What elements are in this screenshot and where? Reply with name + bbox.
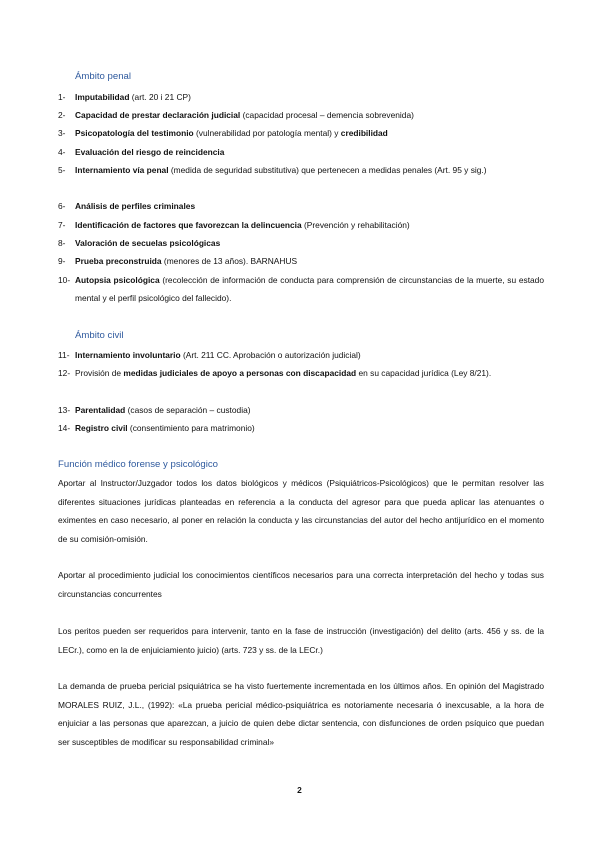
heading-funcion-medico-forense: Función médico forense y psicológico <box>58 459 218 470</box>
paragraph: Aportar al procedimiento judicial los conocimientos científicos necesarios para una correcta interpretación del hecho y todas sus circunstancias concurrentes <box>58 570 544 599</box>
heading-ambito-penal: Ámbito penal <box>75 71 131 82</box>
page-number: 2 <box>297 785 302 795</box>
paragraph: La demanda de prueba pericial psiquiátrica se ha visto fuertemente incrementada en los últimos años. En opinión del Magistrado MORALES RUIZ, J.L., (1992): «La prueba pericial médico-psiquiátrica es notoriamente necesaria ó inexcusable, a la hora de enjuiciar a las personas que aparezcan, a juicio de quien debe dictar sentencia, con disfunciones de orden psíquico que puedan ser susceptibles de modificar su responsabilidad criminal» <box>58 681 544 747</box>
paragraph: Aportar al Instructor/Juzgador todos los datos biológicos y médicos (Psiquiátricos-Psicológicos) que le permitan resolver las diferentes situaciones jurídicas planteadas en referencia a la conducta del agresor para que pueda aplicar las atenuantes o eximentes en caso necesario, al poner en relación la conducta y las circunstancias del autor del hecho antijurídico en el momento de su comisión-omisión. <box>58 478 544 544</box>
paragraph: Los peritos pueden ser requeridos para intervenir, tanto en la fase de instrucción (investigación) del delito (arts. 456 y ss. de la LECr.), como en la de enjuiciamiento juicio) (arts. 723 y ss. de la LECr.) <box>58 626 544 655</box>
document-page: Ámbito penal 1- Imputabilidad (art. 20 i 21 CP) 2- Capacidad de prestar declaración judicial (capacidad procesal – demencia sobrevenida) 3- Psicopatología del testimonio (vulnerabilidad por patología mental) y credibilidad 4- Evaluación del riesgo de reincidencia 5- Internamiento vía penal (medida de seguridad substitutiva) que pertenecen a medidas penales (Art. 95 y sig.) 6- Análisis de perfiles criminales 7- Identificación de factores que favorezcan la delincuencia (Prevención y rehabilitación) 8- Valoración de secuelas psicológicas 9- Prueba preconstruida (menores de 13 años). BARNAHUS 10- Autopsia psicológica (recolección de información de conducta para comprensión de circunstancias de la muerte, su estado mental y el perfil psicológico del fallecido). Ámbito civil 11- Internamiento involuntario (Art. 211 CC. Aprobación o autorización judicial) 12- Provisión de medidas judiciales de apoyo a personas con discapacidad en su capacidad jurídica (Ley 8/21). 13- Parentalidad (casos de separación – custodia) 14- Registro civil (consentimiento para matrimonio) Función médico forense y psicológico Aportar al Instructor/Juzgador todos los datos biológicos y médicos (Psiquiátricos-Psicológicos) que le permitan resolver las diferentes situaciones jurídicas planteadas en referencia a la conducta del agresor para que pueda aplicar las atenuantes o eximentes en caso necesario, al poner en relación la conducta y las circunstancias del autor del hecho antijurídico en el momento de su comisión-omisión. Aportar al procedimiento judicial los conocimientos científicos necesarios para una correcta interpretación del hecho y todas sus circunstancias concurrentes Los peritos pueden ser requeridos para intervenir, tanto en la fase de instrucción (investigación) del delito (arts. 456 y ss. de la LECr.), como en la de enjuiciamiento juicio) (arts. 723 y ss. de la LECr.) La demanda de prueba pericial psiquiátrica se ha visto fuertemente incrementada en los últimos años. En opinión del Magistrado MORALES RUIZ, J.L., (1992): «La prueba pericial médico-psiquiátrica es notoriamente necesaria ó inexcusable, a la hora de enjuiciar a las personas que aparezcan, a juicio de quien debe dictar sentencia, con disfunciones de orden psíquico que puedan ser susceptibles de modificar su responsabilidad criminal» 2 <box>0 0 599 848</box>
heading-ambito-civil: Ámbito civil <box>75 330 124 341</box>
